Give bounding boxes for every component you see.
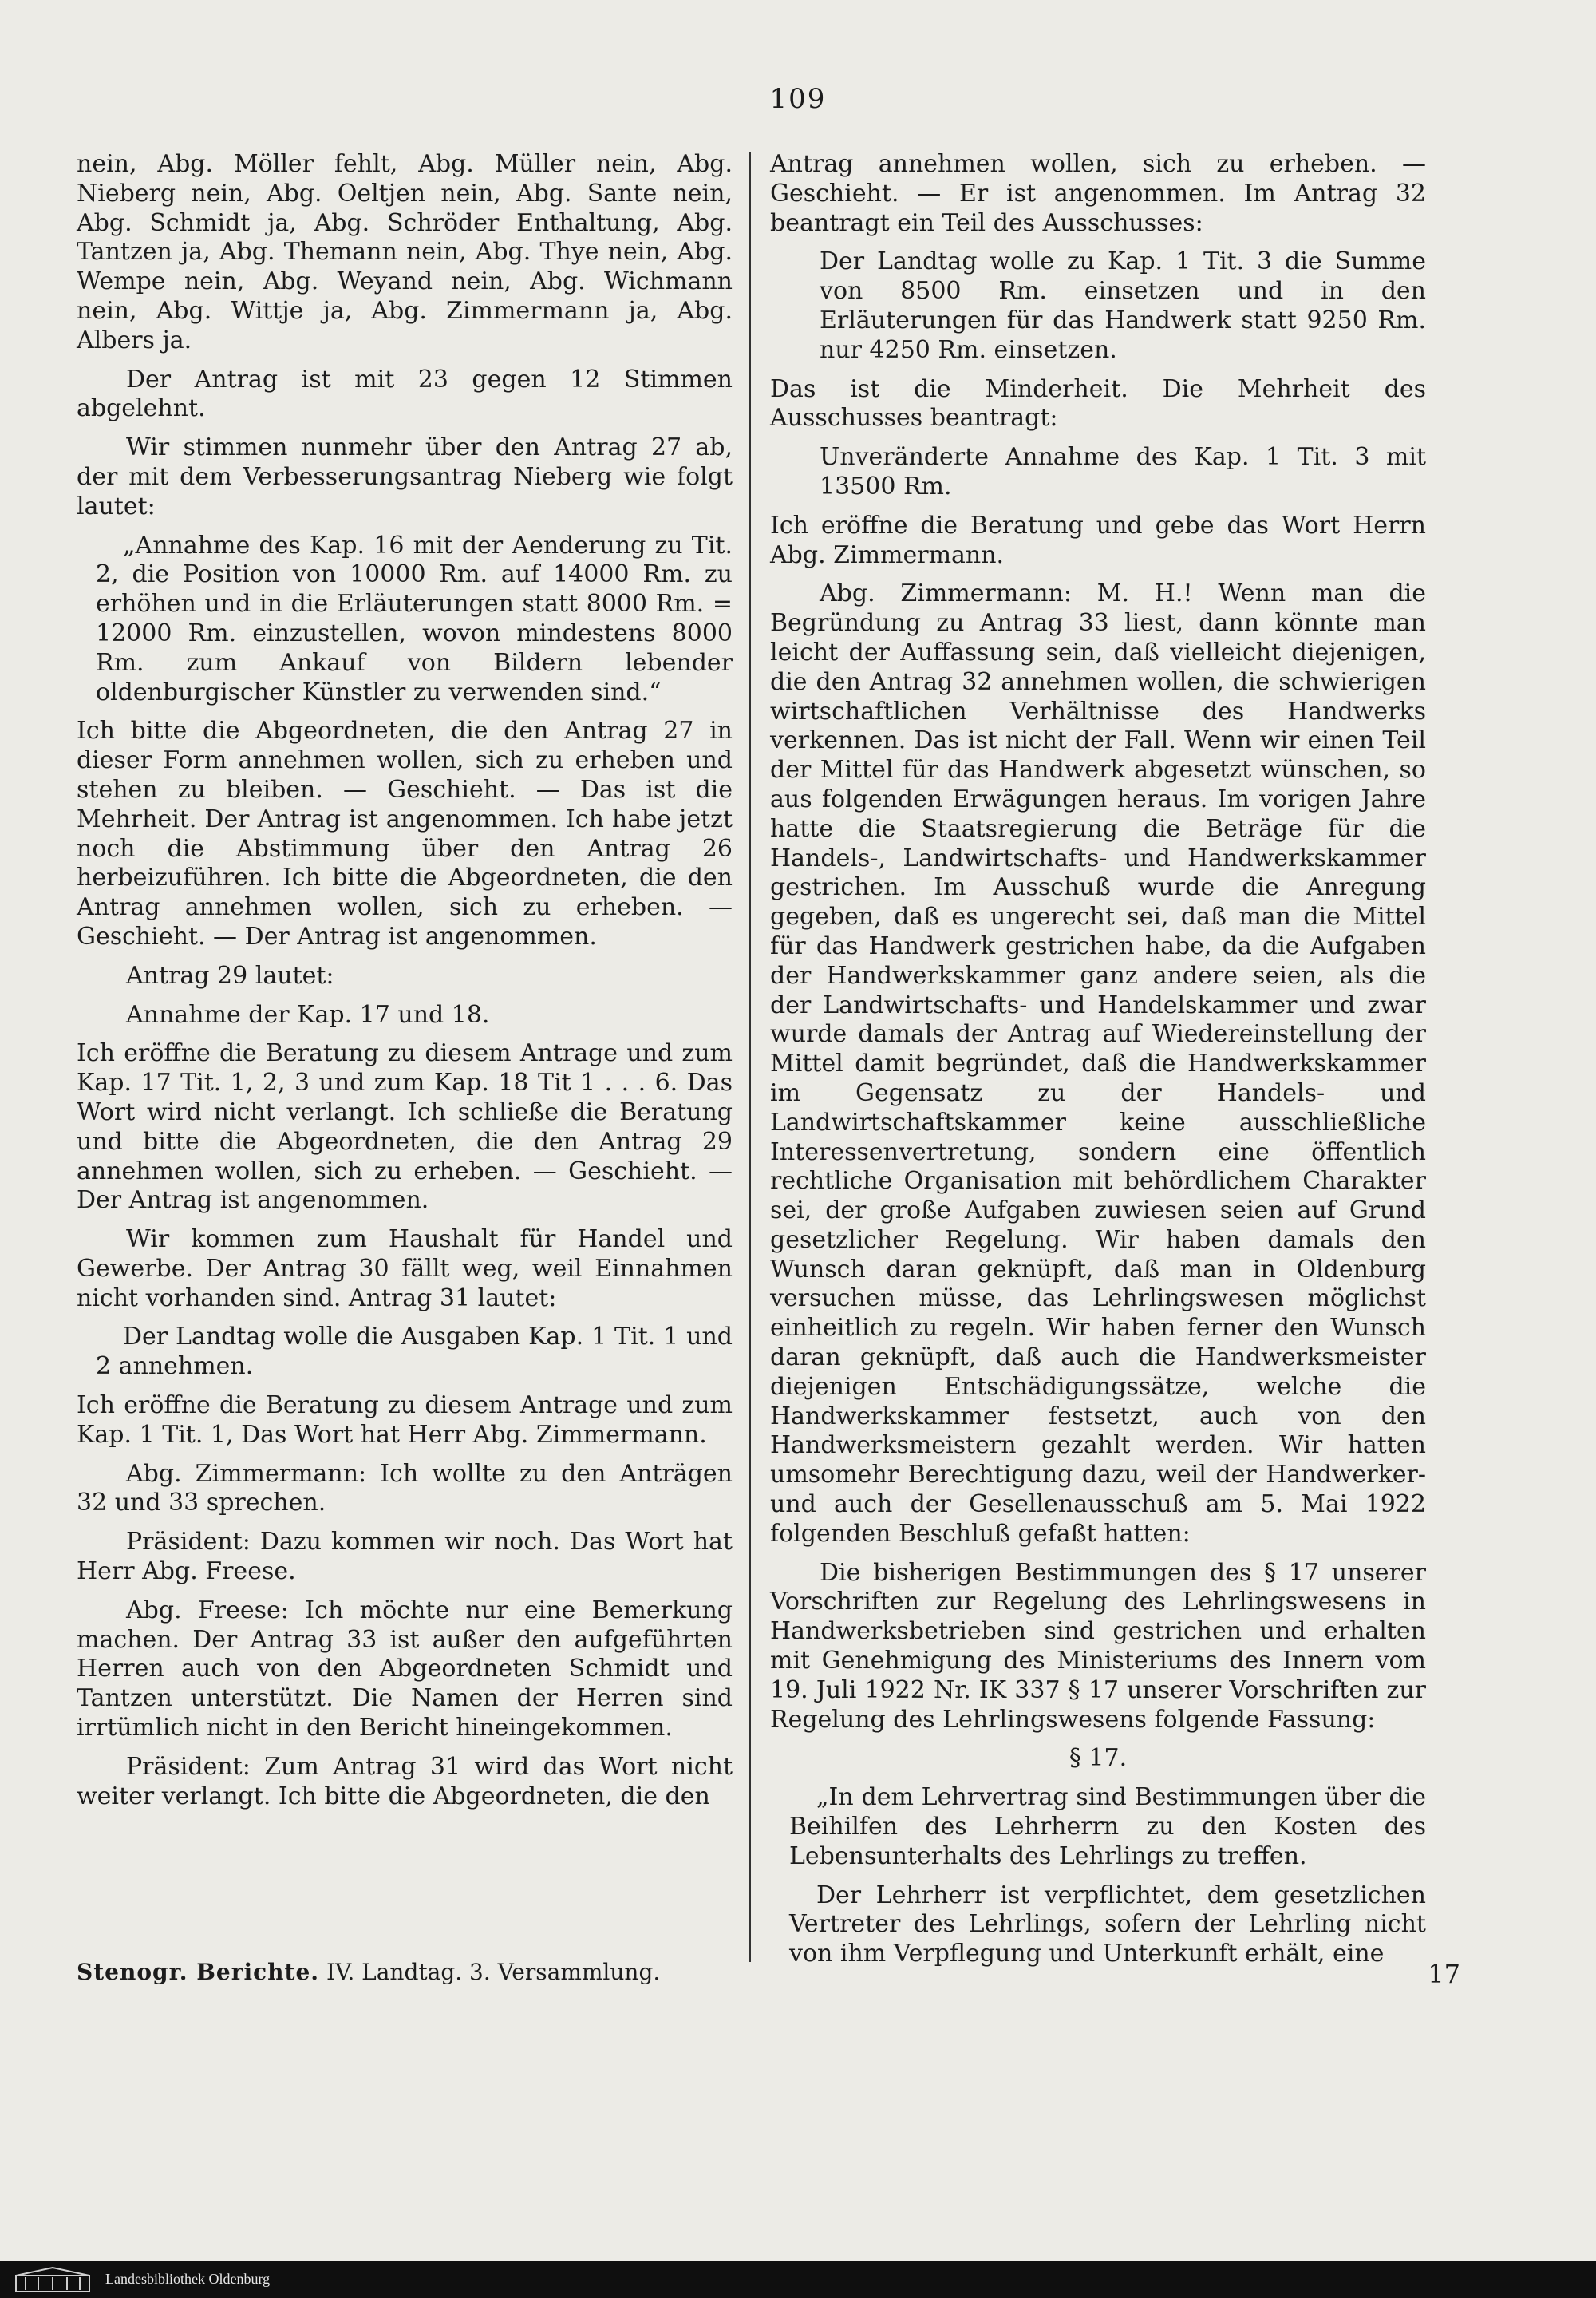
right-column [770, 150, 1426, 1979]
paragraph: Antrag 29 lautet: [126, 961, 334, 990]
paragraph: Wir kommen zum Haushalt für Handel und Gewerbe. Der Antrag 30 fällt weg, weil Einnahmen nicht vorhanden sind. Antrag 31 lautet: [77, 1225, 733, 1312]
watermark-text: Landesbibliothek Oldenburg [105, 2271, 271, 2287]
left-column [77, 150, 733, 1821]
quoted-motion: Annahme der Kap. 17 und 18. [126, 1000, 490, 1029]
paragraph: Das ist die Minderheit. Die Mehrheit des Ausschusses beantragt: [770, 374, 1426, 433]
quoted-motion: Unveränderte Annahme des Kap. 1 Tit. 3 mit 13500 Rm. [820, 443, 1426, 500]
paragraph: Der Antrag ist mit 23 gegen 12 Stimmen abgelehnt. [77, 365, 733, 423]
paragraph: Ich eröffne die Beratung zu diesem Antrage und zum Kap. 1 Tit. 1, Das Wort hat Herr Abg. Zimmermann. [77, 1391, 733, 1449]
paragraph: Ich eröffne die Beratung zu diesem Antrage und zum Kap. 17 Tit. 1, 2, 3 und zum Kap. 18 Tit 1 . . . 6. Das Wort wird nicht verlangt. Ich schließe die Beratung und bitte die Abgeordneten, die den Antrag 29 annehmen wollen, sich zu erheben. — Geschieht. — Der Antrag ist angenommen. [77, 1039, 733, 1215]
paragraph: Ich bitte die Abgeordneten, die den Antrag 27 in dieser Form annehmen wollen, sich zu erheben und stehen zu bleiben. — Geschieht. — Das ist die Mehrheit. Der Antrag ist angenommen. Ich habe jetzt noch die Abstimmung über den Antrag 26 herbeizuführen. Ich bitte die Abgeordneten, die den Antrag annehmen wollen, sich zu erheben. — Geschieht. — Der Antrag ist angenommen. [77, 717, 733, 951]
footer-publication-title: Stenogr. Berichte. [77, 1959, 320, 1985]
section-heading: § 17. [1069, 1744, 1128, 1773]
library-building-icon [14, 2266, 91, 2293]
quoted-motion: Der Landtag wolle die Ausgaben Kap. 1 Tit. 1 und 2 annehmen. [96, 1323, 733, 1381]
quoted-regulation: Der Lehrherr ist verpflichtet, dem gesetzlichen Vertreter des Lehrlings, sofern der Lehrling nicht von ihm Verpflegung und Unterkunft erhält, eine [789, 1881, 1426, 1968]
paragraph: Wir stimmen nunmehr über den Antrag 27 ab, der mit dem Verbesserungsantrag Nieberg wie folgt lautet: [77, 433, 733, 520]
speaker-paragraph: Präsident: Dazu kommen wir noch. Das Wort hat Herr Abg. Freese. [77, 1528, 733, 1586]
paragraph: Ich eröffne die Beratung und gebe das Wort Herrn Abg. Zimmermann. [770, 511, 1426, 569]
paragraph: nein, Abg. Möller fehlt, Abg. Müller nein, Abg. Nieberg nein, Abg. Oeltjen nein, Abg. Sante nein, Abg. Schmidt ja, Abg. Schröder Enthaltung, Abg. Tantzen ja, Abg. Themann nein, Abg. Thye nein, Abg. Wempe nein, Abg. Weyand nein, Abg. Wichmann nein, Abg. Wittje ja, Abg. Zimmermann ja, Abg. Albers ja. [77, 150, 733, 354]
column-divider [749, 152, 751, 1962]
quoted-motion: „Annahme des Kap. 16 mit der Aenderung zu Tit. 2, die Position von 10000 Rm. auf 14000 Rm. zu erhöhen und in die Erläuterungen statt 8000 Rm. = 12000 Rm. einzustellen, wovon mindestens 8000 Rm. zum Ankauf von Bildern lebender oldenburgischer Künstler zu verwenden sind.“ [96, 531, 733, 706]
quoted-motion: Der Landtag wolle zu Kap. 1 Tit. 3 die Summe von 8500 Rm. einsetzen und in den Erläuterungen für das Handwerk statt 9250 Rm. nur 4250 Rm. einsetzen. [820, 247, 1426, 364]
paragraph: Die bisherigen Bestimmungen des § 17 unserer Vorschriften zur Regelung des Lehrlingswesens in Handwerksbetrieben sind gestrichen und erhalten mit Genehmigung des Ministeriums des Innern vom 19. Juli 1922 Nr. IK 337 § 17 unserer Vorschriften zur Regelung des Lehrlingswesens folgende Fassung: [770, 1558, 1426, 1734]
speaker-paragraph: Präsident: Zum Antrag 31 wird das Wort nicht weiter verlangt. Ich bitte die Abgeordneten, die den [77, 1752, 733, 1810]
quoted-regulation: „In dem Lehrvertrag sind Bestimmungen über die Beihilfen des Lehrherrn zu den Kosten des Lebensunterhalts des Lehrlings zu treffen. [789, 1783, 1426, 1870]
speaker-paragraph: Abg. Freese: Ich möchte nur eine Bemerkung machen. Der Antrag 33 ist außer den aufgeführten Herren auch von den Abgeordneten Schmidt und Tantzen unterstützt. Die Namen der Herren sind irrtümlich nicht in den Bericht hineingekommen. [77, 1596, 733, 1742]
speaker-paragraph: Abg. Zimmermann: M. H.! Wenn man die Begründung zu Antrag 33 liest, dann könnte man leicht der Auffassung sein, daß vielleicht diejenigen, die den Antrag 32 annehmen wollen, die schwierigen wirtschaftlichen Verhältnisse des Handwerks verkennen. Das ist nicht der Fall. Wenn wir einen Teil der Mittel für das Handwerk abgesetzt wünschen, so aus folgenden Erwägungen heraus. Im vorigen Jahre hatte die Staatsregierung die Beträge für die Handels-, Landwirtschafts- und Handwerkskammer gestrichen. Im Ausschuß wurde die Anregung gegeben, daß es ungerecht sei, daß man die Mittel für das Handwerk gestrichen habe, da die Aufgaben der Handwerkskammer ganz andere seien, als die der Landwirtschafts- und Handelskammer und zwar wurde damals der Antrag auf Wiedereinstellung der Mittel damit begründet, daß die Handwerkskammer im Gegensatz zu der Handels- und Landwirtschaftskammer keine ausschließliche Interessenvertretung, sondern eine öffentlich rechtliche Organisation mit behördlichem Charakter sei, der große Aufgaben zuwiesen seien auf Grund gesetzlicher Regelung. Wir haben damals den Wunsch daran geknüpft, daß man in Oldenburg versuchen müsse, das Lehrlingswesen möglichst einheitlich zu regeln. Wir haben ferner den Wunsch daran geknüpft, daß auch die Handwerksmeister diejenigen Entschädigungssätze, welche die Handwerkskammer festsetzt, auch von den Handwerksmeistern gezahlt werden. Wir hatten umsomehr Berechtigung dazu, weil der Handwerker- und auch der Gesellenausschuß am 5. Mai 1922 folgenden Beschluß gefaßt hatten: [770, 579, 1426, 1548]
signature-mark: 17 [1428, 1959, 1460, 1989]
library-watermark-bar [0, 2261, 1596, 2298]
footer-publication-details: IV. Landtag. 3. Versammlung. [326, 1959, 661, 1985]
page-number: 109 [769, 83, 827, 115]
speaker-paragraph: Abg. Zimmermann: Ich wollte zu den Anträgen 32 und 33 sprechen. [77, 1459, 733, 1517]
footer-publication [77, 1959, 660, 1985]
paragraph: Antrag annehmen wollen, sich zu erheben. — Geschieht. — Er ist angenommen. Im Antrag 32 beantragt ein Teil des Ausschusses: [770, 150, 1426, 237]
